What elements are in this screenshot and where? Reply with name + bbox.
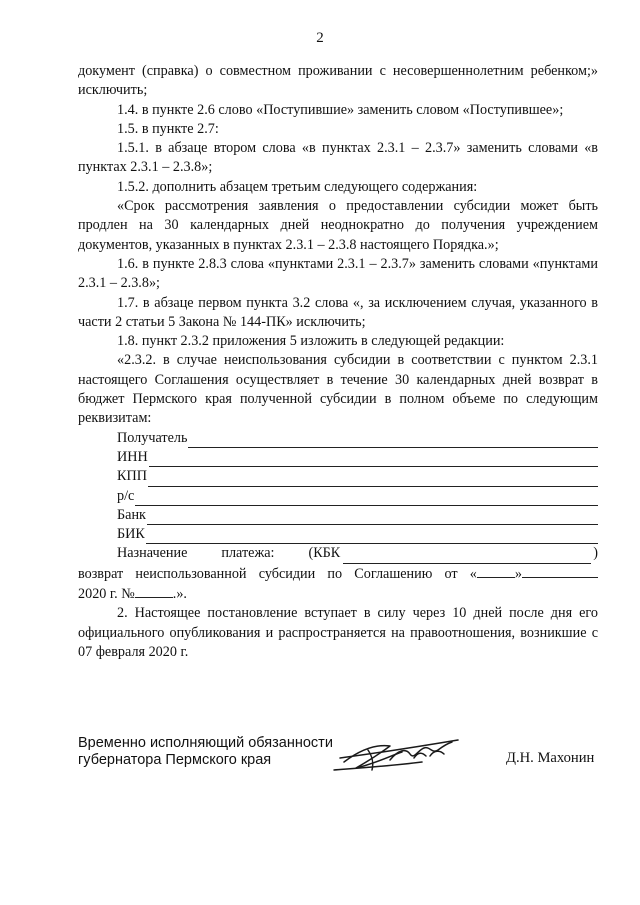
requisite-kpp <box>117 467 598 486</box>
paragraph-item-1-4: 1.4. в пункте 2.6 слово «Поступившие» заменить словом «Поступившее»; <box>117 101 564 118</box>
year-suffix: .». <box>172 586 187 603</box>
purpose-kbk-label: (КБК <box>308 545 341 562</box>
requisite-label: Получатель <box>117 429 188 446</box>
blank-line <box>522 564 598 578</box>
year-prefix: 2020 г. № <box>78 586 135 603</box>
paragraph-item-1-6: 1.6. в пункте 2.8.3 слова «пунктами 2.3.1 – 2.3.7» заменить словами «пунктами 2.3.1 – 2.3.8»; <box>78 255 598 292</box>
requisite-recipient <box>117 429 598 448</box>
return-text: возврат неиспользованной субсидии по Соглашению от « <box>78 565 477 582</box>
document-body <box>78 62 598 662</box>
requisite-label: ИНН <box>117 448 148 465</box>
requisite-label: р/с <box>117 487 135 504</box>
requisite-label: КПП <box>117 468 147 485</box>
paragraph-item-1-5-1: 1.5.1. в абзаце втором слова «в пунктах 2.3.1 – 2.3.7» заменить словами «в пунктах 2.3.1 – 2.3.8»; <box>78 140 598 176</box>
requisite-label: Банк <box>117 506 146 523</box>
paragraph-item-1-8: 1.8. пункт 2.3.2 приложения 5 изложить в следующей редакции: <box>117 333 505 350</box>
paragraph-quoted-2-3-2: «2.3.2. в случае неиспользования субсидии в соответствии с пунктом 2.3.1 настоящего Соглашения осуществляет в течение 30 календарных дней возврат в бюджет Пермского края полученной субсидии в полном объеме по следующим реквизитам: <box>78 352 598 427</box>
blank-line <box>477 564 515 578</box>
page-number: 2 <box>316 30 324 46</box>
paragraph-continuation: документ (справка) о совместном проживании с несовершеннолетним ребенком;» исключить; <box>78 63 598 99</box>
purpose-close-paren: ) <box>593 545 599 562</box>
paragraph-item-2: 2. Настоящее постановление вступает в силу через 10 дней после дня его официального опубликования и распространяется на правоотношения, возникшие с 07 февраля 2020 г. <box>78 605 598 660</box>
purpose-word-payment: платежа: <box>221 545 275 562</box>
blank-line <box>343 549 591 564</box>
signatory-title-line2: губернатора Пермского края <box>78 751 272 768</box>
handwritten-signature <box>330 730 470 780</box>
blank-line <box>148 472 598 487</box>
blank-line <box>147 510 598 525</box>
return-quote-close: » <box>514 565 522 582</box>
year-line <box>78 584 598 604</box>
signatory-title <box>78 735 333 768</box>
blank-line <box>188 433 598 448</box>
payment-purpose-row <box>117 544 598 563</box>
blank-line <box>149 452 598 467</box>
signatory-name: Д.Н. Махонин <box>506 750 595 766</box>
paragraph-quoted-period: «Срок рассмотрения заявления о предоставлении субсидии может быть продлен на 30 календарных дней неоднократно до получения учреждением документов, указанных в пунктах 2.3.1 – 2.3.8 настоящего Порядка.»; <box>78 198 598 253</box>
blank-line <box>146 529 598 544</box>
requisite-label: БИК <box>117 526 145 543</box>
paragraph-item-1-7: 1.7. в абзаце первом пункта 3.2 слова «, за исключением случая, указанного в части 2 статьи 5 Закона № 144-ПК» исключить; <box>78 294 598 330</box>
requisite-inn <box>117 448 598 467</box>
signatory-title-line1: Временно исполняющий обязанности <box>78 735 333 751</box>
requisite-account <box>117 487 598 506</box>
return-line <box>78 564 598 584</box>
purpose-label: Назначение <box>117 545 188 562</box>
blank-line <box>135 491 598 506</box>
requisite-bank <box>117 506 598 525</box>
paragraph-item-1-5-2: 1.5.2. дополнить абзацем третьим следующего содержания: <box>117 178 478 195</box>
paragraph-item-1-5: 1.5. в пункте 2.7: <box>117 120 219 137</box>
blank-line <box>135 584 173 598</box>
requisite-bik <box>117 525 598 544</box>
